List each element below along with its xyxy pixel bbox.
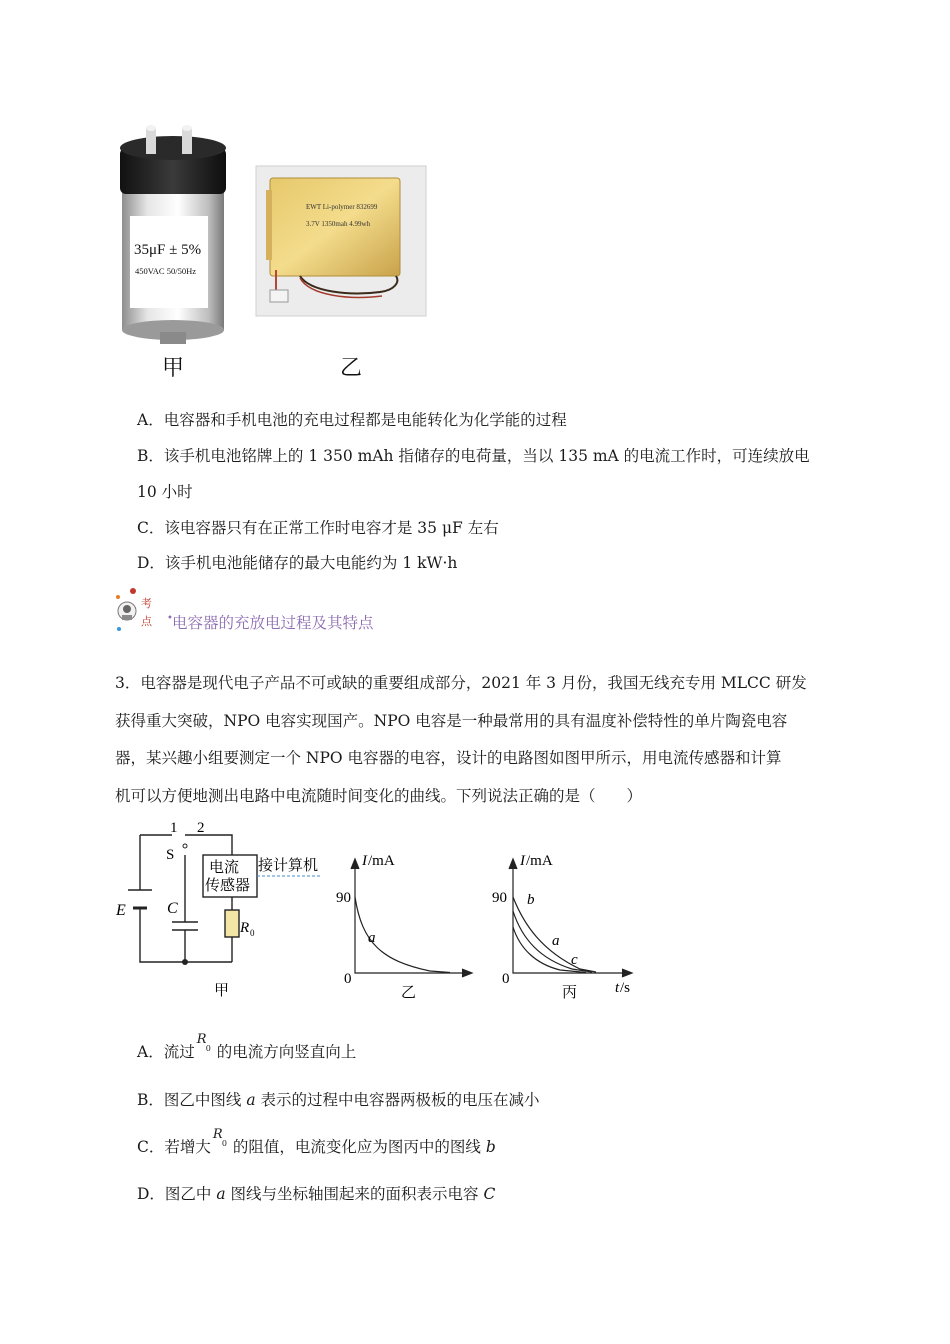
- resistor-label-sub: 0: [250, 928, 255, 938]
- graph-bing-origin: 0: [502, 971, 510, 987]
- q3-option-a-pre: A．流过: [137, 1043, 195, 1061]
- q3-option-d-var: a: [216, 1185, 226, 1203]
- graph-bing-curve-a: a: [552, 933, 560, 949]
- q3-diagram: [110, 815, 650, 1005]
- switch-pos-1: 1: [170, 820, 178, 836]
- q3-option-b: [137, 1089, 540, 1111]
- battery-label-line2: 3.7V 1350mah 4.99wh: [306, 220, 371, 228]
- q3-stem-line4: 机可以方便地测出电路中电流随时间变化的曲线。下列说法正确的是（ ）: [115, 787, 643, 805]
- graph-yi-caption: 乙: [401, 985, 417, 1001]
- q2-option-c: C．该电容器只有在正常工作时电容才是 35 μF 左右: [137, 519, 499, 537]
- graph-bing-caption: 丙: [562, 985, 578, 1001]
- graph-yi: [351, 859, 472, 977]
- q3-option-c-post: 的阻值，电流变化应为图丙中的图线: [232, 1138, 486, 1156]
- badge-char-kao: 考: [141, 598, 152, 610]
- graph-bing-y90: 90: [492, 890, 507, 906]
- capacitor-label-sub: 450VAC 50/50Hz: [135, 266, 196, 276]
- q3-option-b-pre: B．图乙中图线: [137, 1091, 247, 1109]
- q3-option-d-var2: C: [483, 1185, 496, 1203]
- circuit-caption: 甲: [214, 983, 230, 999]
- graph-bing-xlabel-unit: /s: [620, 980, 631, 996]
- q3-option-a: [137, 1032, 357, 1063]
- q3-option-b-post: 表示的过程中电容器两极板的电压在减小: [255, 1091, 540, 1109]
- switch-label: S: [166, 847, 175, 863]
- q3-option-d: [137, 1183, 495, 1205]
- q2-option-b-line1: B．该手机电池铭牌上的 1 350 mAh 指储存的电荷量，当以 135 mA 的电流工作时，可连续放电: [137, 447, 810, 465]
- q3-option-a-post: 的电流方向竖直向上: [216, 1043, 357, 1061]
- graph-bing-ylabel-unit: /mA: [526, 853, 553, 869]
- graph-yi-curve-a: a: [368, 930, 376, 946]
- knowledge-point-badge: [113, 585, 169, 637]
- emf-label: E: [116, 902, 126, 919]
- graph-yi-y90: 90: [336, 890, 351, 906]
- graph-yi-ylabel-unit: /mA: [368, 853, 395, 869]
- photo-illustration: [110, 120, 440, 390]
- graph-bing-curve-c: c: [571, 952, 578, 968]
- r0-symbol: [195, 1032, 217, 1063]
- resistor-label: R: [240, 920, 250, 936]
- q3-stem-line1: 3．电容器是现代电子产品不可或缺的重要组成部分，2021 年 3 月份，我国无线充专用 MLCC 研发: [115, 674, 807, 692]
- photo-figure: [110, 120, 440, 390]
- q2-topic: 电容器的充放电过程及其特点: [172, 614, 374, 632]
- q3-option-d-pre: D．图乙中: [137, 1185, 217, 1203]
- computer-label: 接计算机: [258, 858, 319, 874]
- capacitor-label: [130, 216, 208, 308]
- switch-pos-2: 2: [197, 820, 205, 836]
- q3-option-c: [137, 1127, 496, 1158]
- r0-symbol-r: R: [212, 1127, 223, 1142]
- q3-stem-line3: 器，某兴趣小组要测定一个 NPO 电容器的电容，设计的电路图如图甲所示，用电流传感器和计算: [115, 749, 782, 767]
- badge-char-dian: 点: [141, 616, 152, 628]
- graph-bing-curve-b: b: [527, 892, 535, 908]
- r0-symbol-r: R: [196, 1032, 207, 1047]
- q3-option-c-var: b: [485, 1138, 496, 1156]
- graph-bing-ylabel-var: I: [520, 853, 525, 869]
- capacitor-label-main: 35μF ± 5%: [134, 242, 202, 258]
- graph-bing-xlabel-var: t: [615, 980, 620, 996]
- r0-symbol-sub: 0: [221, 1139, 227, 1148]
- q3-option-d-mid: 图线与坐标轴围起来的面积表示电容: [225, 1185, 484, 1203]
- badge-icon: [113, 585, 169, 637]
- q2-option-d: D．该手机电池能储存的最大电能约为 1 kW·h: [137, 554, 458, 572]
- sensor-label-line2: 传感器: [205, 878, 251, 894]
- q3-figure: [110, 815, 650, 1005]
- battery-label-line1: EWT Li-polymer 832699: [306, 203, 378, 211]
- r0-symbol: [211, 1127, 233, 1158]
- sensor-label-line1: 电流: [209, 860, 240, 876]
- capacitor-symbol-label: C: [167, 900, 178, 917]
- r0-symbol-sub: 0: [205, 1044, 211, 1053]
- q3-stem-line2: 获得重大突破，NPO 电容实现国产。NPO 电容是一种最常用的具有温度补偿特性的单片陶瓷电容: [115, 712, 788, 730]
- caption-yi: 乙: [340, 355, 363, 380]
- q2-option-b-line2: 10 小时: [137, 483, 193, 501]
- q3-option-b-var: a: [246, 1091, 256, 1109]
- q3-option-c-pre: C．若增大: [137, 1138, 211, 1156]
- graph-yi-ylabel-var: I: [362, 853, 367, 869]
- graph-yi-origin: 0: [344, 971, 352, 987]
- circuit-diagram: [128, 835, 257, 962]
- caption-jia: 甲: [162, 355, 185, 380]
- topic-dot: •: [167, 613, 173, 624]
- q2-option-a: A．电容器和手机电池的充电过程都是电能转化为化学能的过程: [137, 411, 567, 429]
